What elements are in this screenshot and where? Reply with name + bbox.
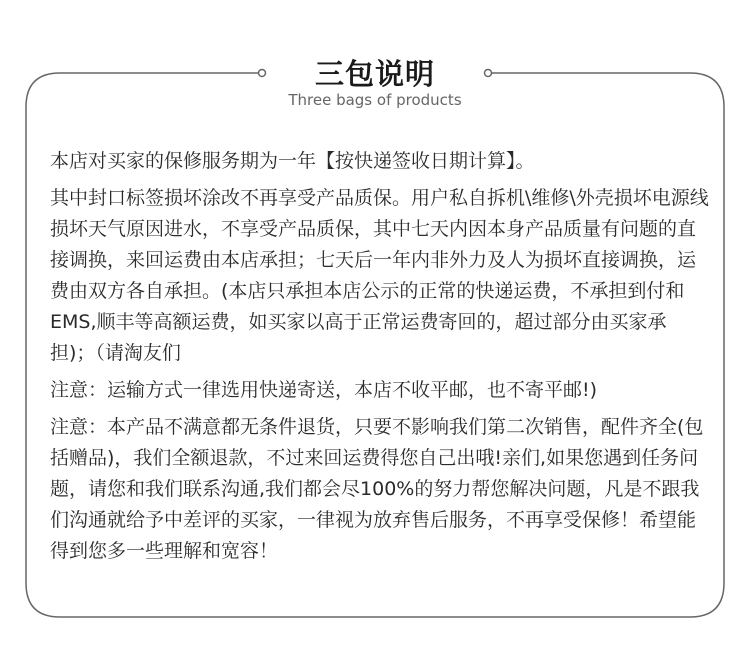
- content-body: [50, 146, 710, 573]
- warranty-period-paragraph: 本店对买家的保修服务期为一年【按快递签收日期计算】。: [50, 150, 535, 172]
- page-subtitle: Three bags of products: [288, 91, 462, 109]
- return-policy-paragraph: 注意：本产品不满意都无条件退货，只要不影响我们第二次销售，配件齐全(包括赠品)，我们全额退款，不过来回运费得您自己出哦!亲们,如果您遇到任务问题，请您和我们联系沟通,我们都会尽100%的努力帮您解决问题，凡是不跟我们沟通就给予中差评的买家，一律视为放弃售后服务，不再享受保修！希望能得到您多一些理解和宽容！: [50, 416, 704, 562]
- shipping-notice-paragraph: 注意：运输方式一律选用快递寄送，本店不收平邮，也不寄平邮!): [50, 379, 598, 401]
- page-title: 三包说明: [314, 57, 435, 91]
- warranty-conditions-paragraph: 其中封口标签损坏涂改不再享受产品质保。用户私自拆机\维修\外壳损坏电源线损坏天气原因进水，不享受产品质保，其中七天内因本身产品质量有问题的直接调换，来回运费由本店承担；七天后一年内非外力及人为损坏直接调换，运费由双方各自承担。(本店只承担本店公示的正常的快递运费，不承担到付和EMS,顺丰等高额运费，如买家以高于正常运费寄回的，超过部分由买家承担)；（请淘友们: [50, 187, 709, 364]
